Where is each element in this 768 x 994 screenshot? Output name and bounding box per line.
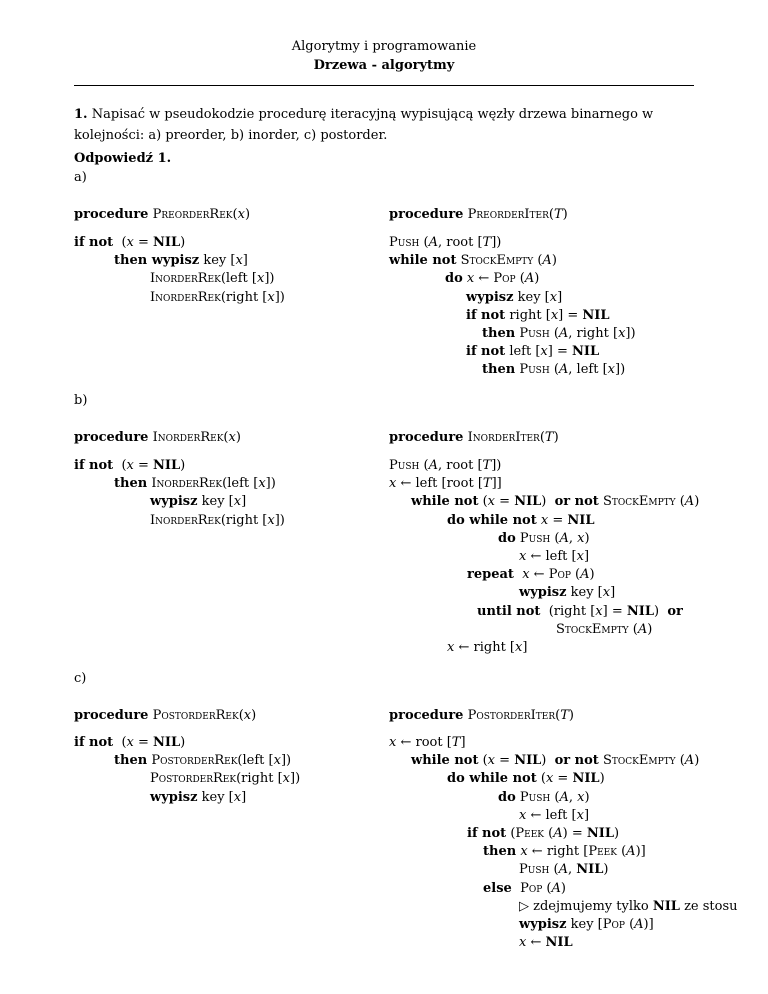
part-b-label: b) [74,393,88,408]
preorder-rek-body: if not (x = NIL) then wypisz key [x] InorderRek(left [x]) InorderRek(right [x]) [74,235,285,305]
document-title: Drzewa - algorytmy [313,58,455,73]
task-text [74,104,694,146]
task-number: 1. [74,107,88,122]
divider [74,85,694,86]
course-title: Algorytmy i programowanie [291,39,477,54]
answer-title: Odpowiedź 1. [74,151,172,166]
inorder-rek-body: if not (x = NIL) then InorderRek(left [x]) wypisz key [x] InorderRek(right [x]) [74,458,285,528]
postorder-rek-code: procedure PostorderRek(x) [74,708,257,723]
inorder-iter-body: Push (A, root [T]) x ← left [root [T]] while not (x = NIL) or not StockEmpty (A) do while not x = NIL do Push (A, x) x ← left [x] repeat x ← Pop (A) wypisz key [x] until not (right [x] = NIL) or StockEmpty (A) x ← right [x] [389,458,700,655]
inorder-iter-code: procedure InorderIter(T) [389,430,559,445]
task-description: Napisać w pseudokodzie procedurę iteracyjną wypisującą węzły drzewa binarnego w kolejności: a) preorder, b) inorder, c) postorder. [74,107,654,143]
preorder-iter-body: Push (A, root [T]) while not StockEmpty (A) do x ← Pop (A) wypisz key [x] if not right [x] = NIL then Push (A, right [x]) if not left [x] = NIL then Push (A, left [x]) [389,235,636,378]
part-c-label: c) [74,671,87,686]
code-comment: ▷ zdejmujemy tylko NIL ze stosu [519,898,738,914]
postorder-iter-body: x ← root [T] while not (x = NIL) or not StockEmpty (A) do while not (x = NIL) do Push (A, x) x ← left [x] if not (Peek (A) = NIL) then x ← right [Peek (A)] Push (A, NIL) else Pop (A) ▷ zdejmujemy tylko NIL ze stosu wypisz key [Pop (A)] x ← NIL [389,735,738,951]
preorder-iter-code: procedure PreorderIter(T) [389,207,568,222]
part-a-label: a) [74,170,87,185]
postorder-rek-body: if not (x = NIL) then PostorderRek(left [x]) PostorderRek(right [x]) wypisz key [x] [74,735,301,805]
preorder-rek-code: procedure PreorderRek(x) [74,207,251,222]
postorder-iter-code: procedure PostorderIter(T) [389,708,574,723]
inorder-rek-code: procedure InorderRek(x) [74,430,241,445]
